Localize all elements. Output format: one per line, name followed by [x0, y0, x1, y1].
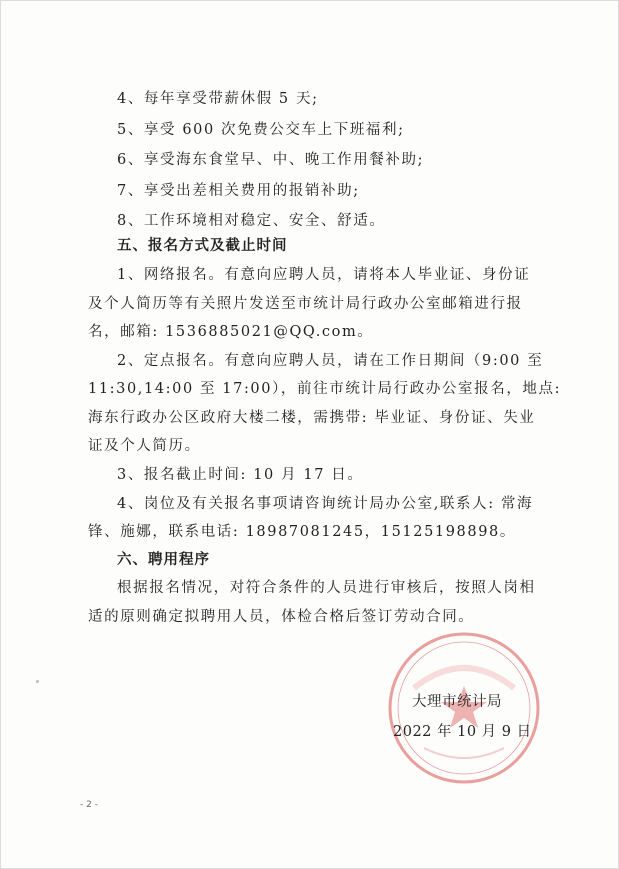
deadline-line: 3、报名截止时间: 10 月 17 日。 — [117, 467, 364, 483]
hiring-procedure-line-2: 适的原则确定拟聘用人员，体检合格后签订劳动合同。 — [88, 609, 475, 625]
onsite-registration-line-1: 2、定点报名。有意向应聘人员，请在工作日期间（9:00 至 — [117, 353, 544, 369]
onsite-registration-line-2: 11:30,14:00 至 17:00），前往市统计局行政办公室报名，地点: — [88, 381, 562, 397]
section-5-heading: 五、报名方式及截止时间 — [117, 238, 288, 254]
benefit-item-7: 7、享受出差相关费用的报销补助; — [117, 183, 360, 199]
onsite-registration-line-4: 证及个人简历。 — [88, 438, 201, 454]
online-registration-line-2: 及个人简历等有关照片发送至市统计局行政办公室邮箱进行报 — [88, 296, 523, 312]
signature-date: 2022 年 10 月 9 日 — [393, 724, 532, 740]
online-registration-line-3: 名，邮箱: 1536885021@QQ.com。 — [88, 324, 374, 340]
scan-speck — [36, 680, 39, 683]
contact-line-1: 4、岗位及有关报名事项请咨询统计局办公室,联系人: 常海 — [117, 496, 534, 512]
benefit-item-5: 5、享受 600 次免费公交车上下班福利; — [117, 122, 405, 138]
signature-organization: 大理市统计局 — [412, 694, 502, 710]
section-6-heading: 六、聘用程序 — [117, 552, 210, 568]
onsite-registration-line-3: 海东行政办公区政府大楼二楼，需携带: 毕业证、身份证、失业 — [88, 410, 536, 426]
online-registration-line-1: 1、网络报名。有意向应聘人员，请将本人毕业证、身份证 — [117, 267, 531, 283]
benefit-item-6: 6、享受海东食堂早、中、晚工作用餐补助; — [117, 152, 425, 168]
hiring-procedure-line-1: 根据报名情况，对符合条件的人员进行审核后，按照人岗相 — [117, 580, 536, 596]
benefit-item-4: 4、每年享受带薪休假 5 天; — [117, 91, 319, 107]
contact-line-2: 锋、施娜，联系电话: 18987081245，15125198898。 — [88, 524, 516, 540]
benefit-item-8: 8、工作环境相对稳定、安全、舒适。 — [117, 213, 386, 229]
page-number: - 2 - — [80, 800, 98, 810]
